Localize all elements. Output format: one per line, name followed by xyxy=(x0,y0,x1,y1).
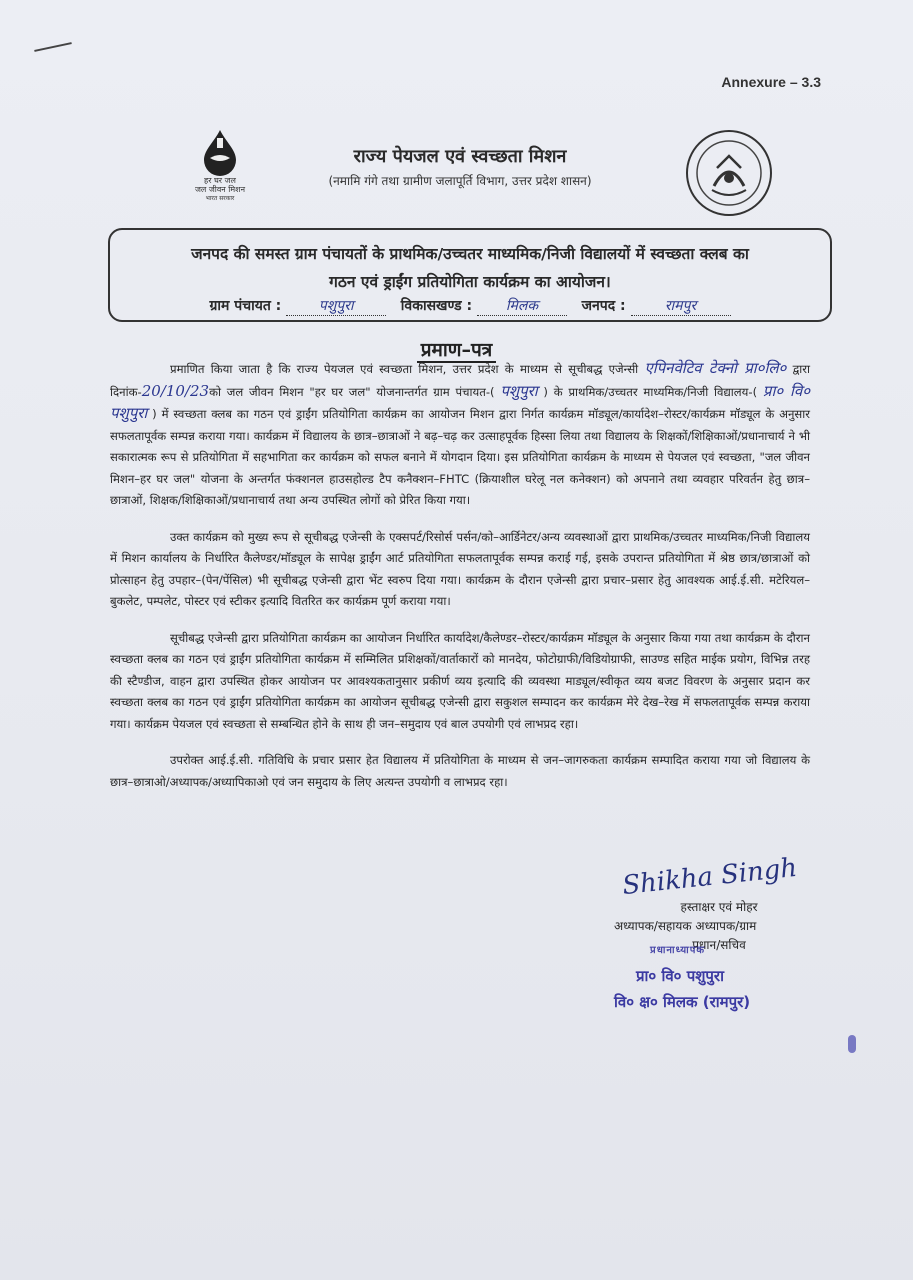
para1-text-d: ) के प्राथमिक/उच्चतर माध्यमिक/निजी विद्यालय-( xyxy=(543,384,758,399)
gram-panchayat-value: पशुपुरा xyxy=(286,296,386,316)
mission-title: राज्य पेयजल एवं स्वच्छता मिशन xyxy=(353,146,567,167)
para1-text-e: ) में स्वच्छता क्लब का गठन एवं ड्राईंग प्रतियोगिता कार्यक्रम का आयोजन मिशन द्वारा निर्गत कार्यक्रम मॉड्यूल/कार्यादेश–रोस्टर/कार्यक्रम मॉड्यूल के अनुसार सफलतापूर्वक सम्पन्न कराया गया। कार्यक्रम में विद्यालय के छात्र–छात्राओं ने बढ़–चढ़ कर उत्साहपूर्वक हिस्सा लिया तथा विद्यालय के शिक्षकों/शिक्षिकाओं/प्रधानाचार्य ने भी सकारात्मक रूप से प्रतियोगिता में सहभागिता कर कार्यक्रम को सफल बनाने में योगदान दिया। इस प्रतियोगिता कार्यक्रम के माध्यम से पेयजल एवं स्वच्छता, "जल जीवन मिशन–हर घर जल" योजना के अन्तर्गत फंक्शनल हाउसहोल्ड टैप कनैक्शन–FHTC (क्रियाशील घरेलू नल कनेक्शन) को अपनाने तथा व्यवहार परिवर्तन हेतु छात्र–छात्राओं, शिक्षक/शिक्षिकाओं/प्रधानाचार्य तथा अन्य उपस्थित लोगों को प्रेरित किया गया। xyxy=(110,407,810,507)
official-stamp xyxy=(614,942,824,1012)
handwritten-signature: Shikha Singh xyxy=(620,852,799,902)
certificate-body xyxy=(110,358,810,808)
block-label: विकासखण्ड : xyxy=(400,298,473,314)
paragraph-3: सूचीबद्ध एजेन्सी द्वारा प्रतियोगिता कार्यक्रम का आयोजन निर्धारित कार्यादेश/कैलेण्डर–रोस्टर/कार्यक्रम मॉड्यूल के अनुसार किया गया तथा कार्यक्रम के दौरान स्वच्छता क्लब का गठन एवं ड्राईंग प्रतियोगिता कार्यक्रम में सम्मिलित प्रशिक्षकों/वार्ताकारों को मानदेय, फोटोग्राफी/विडियोग्राफी, साउण्ड सहित माईक प्रयोग, विभिन्न तरह की स्टैण्डीज, वाहन द्वारा उपस्थित होकर आयोजन पर आवश्यकतानुसार प्रकीर्ण व्यय इत्यादि की व्यवस्था माड्यूल/स्वीकृत व्यय बजट विवरण के अनुसार प्रदान कर स्वच्छता क्लब का गठन एवं ड्राईंग प्रतियोगिता कार्यक्रम का आयोजन सूचीबद्ध एजेन्सी द्वारा सकुशल सम्पादन कर कार्यक्रम मेरे देख–रेख में सफलतापूर्वक सम्पन्न कराया गया। कार्यक्रम पेयजल एवं स्वच्छता से सम्बन्धित होने के साथ ही जन–समुदाय एवं बाल उपयोगी एवं लाभप्रद रहा। xyxy=(110,630,810,731)
signatory-designation: अध्यापक/सहायक अध्यापक/ग्राम xyxy=(614,919,757,933)
school-name-handwritten: प्रा० वि० पशुपुरा xyxy=(110,381,811,422)
paragraph-1 xyxy=(110,358,810,512)
annexure-label: Annexure – 3.3 xyxy=(721,74,821,90)
paragraph-4: उपरोक्त आई.ई.सी. गतिविधि के प्रचार प्रसार हेत विद्यालय में प्रतियोगिता के माध्यम से जन–जागरुकता कार्यक्रम सम्पादित कराया गया जो विद्यालय के छात्र–छात्राओ/अध्यापक/अध्यापिकाओ एवं जन समुदाय के लिए अत्यन्त उपयोगी व लाभप्रद रहा। xyxy=(110,753,810,789)
signatory-designation-2: प्रधान/सचिव xyxy=(692,938,746,952)
paragraph-2: उक्त कार्यक्रम को मुख्य रूप से सूचीबद्ध एजेन्सी के एक्सपर्ट/रिसोर्स पर्सन/को–आर्डिनेटर/अन्य व्यवस्थाओं द्वारा प्राथमिक/उच्चतर माध्यमिक/निजी विद्यालय में मिशन कार्यालय के निर्धारित कैलेण्डर/मॉड्यूल के सापेक्ष ड्राईंग आर्ट प्रतियोगिता सफलतापूर्वक सम्पन्न कराई गई, इसके उपरान्त प्रतियोगिता में श्रेष्ठ छात्र/छात्राओं को प्रोत्साहन हेतु उपहार–(पेन/पेंसिल) भी सूचीबद्ध एजेन्सी द्वारा भेंट स्वरुप दिया गया। कार्यक्रम के दौरान एजेन्सी द्वारा प्रचार–प्रसार हेतु आवश्यक आई.ई.सी. मटेरियल–बुकलेट, पम्पलेट, पोस्टर एवं स्टीकर इत्यादि वितरित कर कार्यक्रम पूर्ण कराया गया। xyxy=(110,529,810,608)
water-drop-icon xyxy=(198,128,242,176)
header xyxy=(250,144,670,189)
mission-subtitle: (नमामि गंगे तथा ग्रामीण जलापूर्ति विभाग, उत्तर प्रदेश शासन) xyxy=(328,174,592,188)
program-title-box xyxy=(108,228,832,322)
block-value: मिलक xyxy=(477,296,567,316)
logo-line-3: भारत सरकार xyxy=(205,195,235,202)
para1-text-b: द्वारा दिनांक- xyxy=(110,362,810,399)
district-value: रामपुर xyxy=(631,296,731,316)
gram-panchayat-handwritten: पशुपुरा xyxy=(500,381,538,400)
agency-name-handwritten: एपिनवेटिव टेक्नो प्रा०लि० xyxy=(644,359,787,377)
location-line xyxy=(110,296,830,316)
district-label: जनपद : xyxy=(581,298,626,314)
jal-jeevan-mission-logo xyxy=(190,128,250,203)
para1-text-a: प्रमाणित किया जाता है कि राज्य पेयजल एवं स्वच्छता मिशन, उत्तर प्रदेश के माध्यम से सूचीबद्ध एजेन्सी xyxy=(170,362,639,376)
para1-text-c: को जल जीवन मिशन "हर घर जल" योजनान्तर्गत ग्राम पंचायत-( xyxy=(209,384,495,399)
logo-line-1: हर घर जल xyxy=(204,176,236,185)
stamp-line-1: प्रा० वि० पशुपुरा xyxy=(636,967,724,985)
stamp-line-0: प्रधानाध्यापक xyxy=(650,945,706,956)
certificate-heading: प्रमाण–पत्र xyxy=(417,339,497,363)
stamp-line-2: वि० क्ष० मिलक (रामपुर) xyxy=(614,993,751,1011)
gram-panchayat-label: ग्राम पंचायत : xyxy=(209,298,282,314)
program-title-line-2: गठन एवं ड्राईंग प्रतियोगिता कार्यक्रम का आयोजन। xyxy=(329,273,611,291)
logo-line-2: जल जीवन मिशन xyxy=(194,185,246,194)
ink-mark xyxy=(848,1035,856,1053)
date-handwritten: 20/10/23 xyxy=(141,381,210,400)
program-title-line-1: जनपद की समस्त ग्राम पंचायतों के प्राथमिक/उच्चतर माध्यमिक/निजी विद्यालयों में स्वच्छता क्लब का xyxy=(191,245,749,263)
pen-scratch-mark xyxy=(34,42,72,52)
signature-label: हस्ताक्षर एवं मोहर xyxy=(680,900,758,914)
uttar-pradesh-emblem-icon xyxy=(684,128,774,218)
